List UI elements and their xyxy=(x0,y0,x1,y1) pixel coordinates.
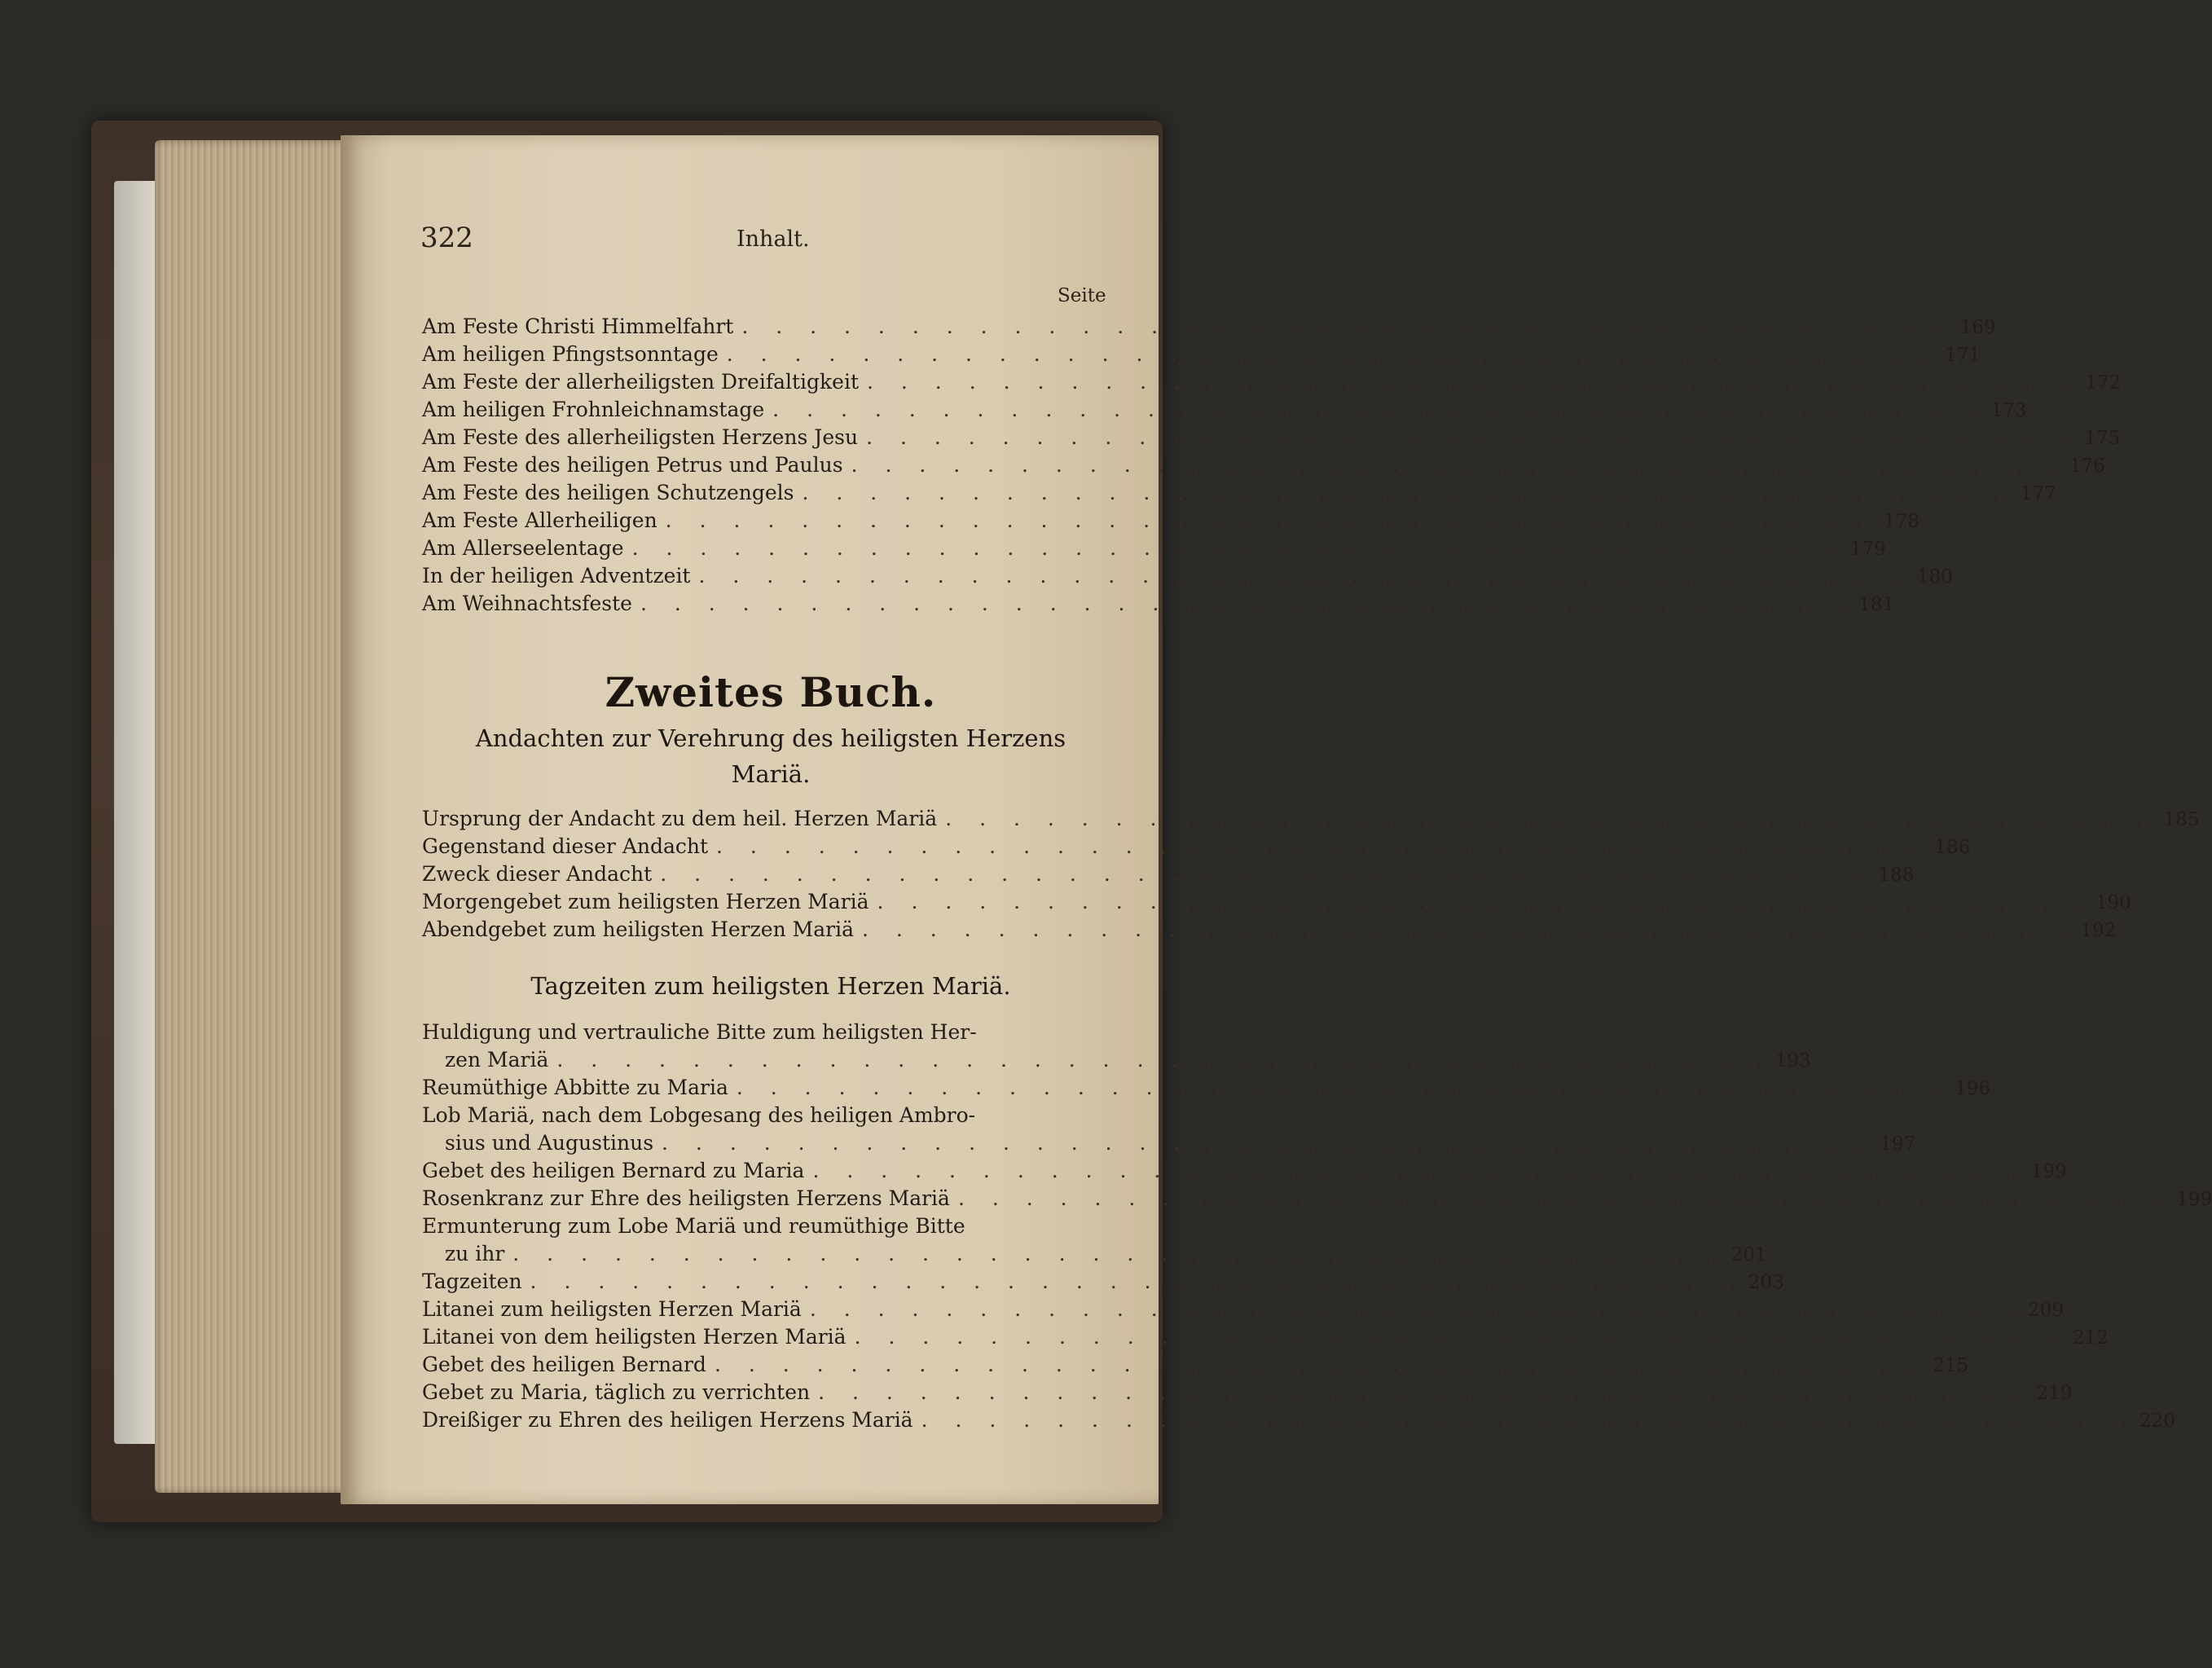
toc-entry xyxy=(422,313,1996,341)
toc-entry-title: Gegenstand dieser Andacht xyxy=(422,834,709,858)
dot-leader: . . . . . . . . . . . . . . . . . . . . . . . . . . . . . . . . . . . . xyxy=(818,1380,2030,1404)
dot-leader: . . . . . . . . . . . . . . . . . . . . . . . . . . . . . . . . . . . . xyxy=(665,508,1877,532)
dot-leader: . . . . . . . . . . . . . . . . . . . . . . . . . . . . . . . . . . . . xyxy=(741,315,1954,338)
toc-entry-title: zu ihr xyxy=(445,1242,505,1265)
section-heading-line: Andachten zur Verehrung des heiligsten Herzens xyxy=(475,724,1066,752)
toc-entry xyxy=(422,368,2122,396)
dot-leader: . . . . . . . . . . . . . . . . . . . . . . . . . . . . . . . . . . . . xyxy=(851,453,2063,477)
toc-entry xyxy=(422,916,2117,944)
dot-leader: . . . . . . . . . . . . . . . . . . . . . . . . . . . . . . . . . . . . xyxy=(809,1297,2022,1321)
toc-entry-title: Morgengebet zum heiligsten Herzen Mariä xyxy=(422,890,869,913)
toc-entry xyxy=(422,451,2105,479)
toc-entry xyxy=(422,1185,2212,1212)
toc-entry-title: zen Mariä xyxy=(445,1048,549,1072)
dot-leader: . . . . . . . . . . . . . . . . . . . . . . . . . . . . . . . . . . . . xyxy=(726,342,1938,366)
toc-entry-page: 180 xyxy=(1916,566,1953,588)
dot-leader: . . . . . . . . . . . . . . . . . . . . . . . . . . . . . . . . . . . . xyxy=(867,370,2079,394)
toc-entry-title: Ermunterung zum Lobe Mariä und reumüthige Bitte xyxy=(422,1214,965,1238)
section-heading-tagzeiten: Tagzeiten zum heiligsten Herzen Mariä. xyxy=(530,972,1011,1000)
dot-leader: . . . . . . . . . . . . . . . . . . . . . . . . . . . . . . . . . . . . xyxy=(716,834,1928,858)
toc-entry-page: 171 xyxy=(1945,345,1981,366)
toc-entry-page: 179 xyxy=(1849,539,1886,560)
toc-entry-page: 193 xyxy=(1774,1050,1811,1072)
toc-entry-page: 201 xyxy=(1730,1244,1767,1265)
page-edges xyxy=(155,140,350,1493)
toc-entry-page: 203 xyxy=(1748,1272,1784,1293)
toc-entry xyxy=(422,860,1915,888)
toc-entry-page: 220 xyxy=(2139,1411,2175,1432)
dot-leader: . . . . . . . . . . . . . . . . . . . . . . . . . . . . . . . . . . . . xyxy=(802,481,2014,504)
toc-entry xyxy=(422,396,2027,424)
toc-entry-page: 192 xyxy=(2080,920,2117,941)
toc-entry-page: 185 xyxy=(2163,809,2200,830)
dot-leader: . . . . . . . . . . . . . . . . . . . . . . . . . . . . . . . . . . . . xyxy=(862,918,2074,941)
toc-entry-continuation xyxy=(422,1046,1811,1074)
toc-section-feste xyxy=(422,313,2122,618)
toc-entry xyxy=(422,1019,1119,1046)
toc-entry-title: In der heiligen Adventzeit xyxy=(422,564,691,588)
toc-entry xyxy=(422,833,1971,860)
toc-entry-page: 219 xyxy=(2036,1383,2073,1404)
toc-entry-continuation xyxy=(422,1129,1916,1157)
seite-label: Seite xyxy=(1058,285,1106,306)
toc-entry-title: Reumüthige Abbitte zu Maria xyxy=(422,1076,728,1099)
toc-section-tagzeiten xyxy=(422,1019,2212,1434)
toc-entry-page: 209 xyxy=(2028,1300,2065,1321)
toc-entry xyxy=(422,888,2131,916)
section-heading-line: Mariä. xyxy=(731,760,811,788)
toc-entry xyxy=(422,562,1953,590)
book-title: Zweites Buch. xyxy=(605,668,937,716)
dot-leader: . . . . . . . . . . . . . . . . . . . . . . . . . . . . . . . . . . . . xyxy=(714,1353,1927,1376)
toc-entry-title: Litanei von dem heiligsten Herzen Mariä xyxy=(422,1325,847,1349)
toc-entry xyxy=(422,1323,2109,1351)
toc-entry xyxy=(422,1379,2073,1406)
toc-entry-title: Lob Mariä, nach dem Lobgesang des heiligen Ambro- xyxy=(422,1103,976,1127)
dot-leader: . . . . . . . . . . . . . . . . . . . . . . . . . . . . . . . . . . . . xyxy=(698,564,1911,588)
toc-entry-title: Gebet des heiligen Bernard xyxy=(422,1353,706,1376)
toc-entry-title: Rosenkranz zur Ehre des heiligsten Herzens Mariä xyxy=(422,1186,950,1210)
toc-entry-title: Abendgebet zum heiligsten Herzen Mariä xyxy=(422,918,854,941)
toc-entry xyxy=(422,507,1920,535)
dot-leader: . . . . . . . . . . . . . . . . . . . . . . . . . . . . . . . . . . . . xyxy=(631,536,1844,560)
toc-entry xyxy=(422,479,2056,507)
dot-leader: . . . . . . . . . . . . . . . . . . . . . . . . . . . . . . . . . . . . xyxy=(662,1131,1874,1155)
toc-entry-page: 188 xyxy=(1878,865,1915,886)
toc-entry xyxy=(422,535,1886,562)
toc-entry-title: Am Feste Christi Himmelfahrt xyxy=(422,315,734,338)
toc-entry xyxy=(422,1102,1119,1129)
toc-entry xyxy=(422,1157,2067,1185)
toc-entry-title: Am Feste Allerheiligen xyxy=(422,508,657,532)
toc-entry-title: sius und Augustinus xyxy=(445,1131,654,1155)
toc-entry xyxy=(422,590,1895,618)
toc-entry-page: 196 xyxy=(1955,1078,1991,1099)
toc-entry-continuation xyxy=(422,1240,1767,1268)
toc-entry-page: 173 xyxy=(1990,400,2027,421)
dot-leader: . . . . . . . . . . . . . . . . . . . . . . . . . . . . . . . . . . . . xyxy=(957,1186,2170,1210)
toc-entry-title: Am Weihnachtsfeste xyxy=(422,592,632,615)
toc-entry xyxy=(422,805,2200,833)
toc-entry-title: Am Feste der allerheiligsten Dreifaltigkeit xyxy=(422,370,860,394)
toc-entry-page: 172 xyxy=(2085,372,2122,394)
toc-entry-page: 215 xyxy=(1933,1355,1969,1376)
toc-entry-page: 199 xyxy=(2030,1161,2067,1182)
page-number: 322 xyxy=(420,222,473,254)
toc-entry-page: 181 xyxy=(1858,594,1895,615)
dot-leader: . . . . . . . . . . . . . . . . . . . . . . . . . . . . . . . . . . . . xyxy=(854,1325,2066,1349)
running-head: Inhalt. xyxy=(737,227,810,252)
dot-leader: . . . . . . . . . . . . . . . . . . . . . . . . . . . . . . . . . . . . xyxy=(736,1076,1949,1099)
dot-leader: . . . . . . . . . . . . . . . . . . . . . . . . . . . . . . . . . . . . xyxy=(530,1270,1742,1293)
toc-entry xyxy=(422,1268,1784,1296)
toc-entry-title: Dreißiger zu Ehren des heiligen Herzens Mariä xyxy=(422,1408,913,1432)
dot-leader: . . . . . . . . . . . . . . . . . . . . . . . . . . . . . . . . . . . . xyxy=(877,890,2089,913)
toc-entry-title: Ursprung der Andacht zu dem heil. Herzen Mariä xyxy=(422,807,938,830)
toc-entry-page: 176 xyxy=(2069,456,2105,477)
toc-entry-page: 169 xyxy=(1959,317,1996,338)
dot-leader: . . . . . . . . . . . . . . . . . . . . . . . . . . . . . . . . . . . . xyxy=(812,1159,2025,1182)
dot-leader: . . . . . . . . . . . . . . . . . . . . . . . . . . . . . . . . . . . . xyxy=(660,862,1872,886)
toc-section-andachten xyxy=(422,805,2200,944)
toc-entry-title: Tagzeiten xyxy=(422,1270,522,1293)
toc-entry-page: 175 xyxy=(2084,428,2121,449)
toc-entry-title: Gebet des heiligen Bernard zu Maria xyxy=(422,1159,805,1182)
toc-entry xyxy=(422,1296,2065,1323)
toc-entry-title: Am heiligen Pfingstsonntage xyxy=(422,342,719,366)
toc-entry-page: 177 xyxy=(2020,483,2056,504)
toc-entry-title: Am Feste des heiligen Schutzengels xyxy=(422,481,794,504)
dot-leader: . . . . . . . . . . . . . . . . . . . . . . . . . . . . . . . . . . . . xyxy=(556,1048,1769,1072)
toc-entry xyxy=(422,341,1981,368)
toc-entry xyxy=(422,1074,1991,1102)
toc-entry xyxy=(422,1351,1969,1379)
toc-entry xyxy=(422,424,2121,451)
toc-entry-title: Am Feste des heiligen Petrus und Paulus xyxy=(422,453,843,477)
section-heading-andachten xyxy=(422,720,1119,792)
page-header xyxy=(420,222,1116,262)
dot-leader: . . . . . . . . . . . . . . . . . . . . . . . . . . . . . . . . . . . . xyxy=(512,1242,1725,1265)
dot-leader: . . . . . . . . . . . . . . . . . . . . . . . . . . . . . . . . . . . . xyxy=(640,592,1853,615)
toc-entry-page: 197 xyxy=(1880,1133,1916,1155)
toc-entry xyxy=(422,1212,1119,1240)
dot-leader: . . . . . . . . . . . . . . . . . . . . . . . . . . . . . . . . . . . . xyxy=(945,807,2157,830)
dot-leader: . . . . . . . . . . . . . . . . . . . . . . . . . . . . . . . . . . . . xyxy=(921,1408,2133,1432)
toc-entry-page: 199 xyxy=(2176,1189,2212,1210)
dot-leader: . . . . . . . . . . . . . . . . . . . . . . . . . . . . . . . . . . . . xyxy=(866,425,2078,449)
toc-entry-page: 190 xyxy=(2095,892,2131,913)
toc-entry-title: Huldigung und vertrauliche Bitte zum heiligsten Her- xyxy=(422,1020,977,1044)
toc-entry-title: Litanei zum heiligsten Herzen Mariä xyxy=(422,1297,802,1321)
toc-entry-title: Am Feste des allerheiligsten Herzens Jesu xyxy=(422,425,859,449)
toc-entry-title: Gebet zu Maria, täglich zu verrichten xyxy=(422,1380,811,1404)
toc-entry-page: 212 xyxy=(2072,1327,2109,1349)
toc-entry-title: Am heiligen Frohnleichnamstage xyxy=(422,398,765,421)
toc-entry-page: 186 xyxy=(1934,837,1971,858)
toc-entry-title: Zweck dieser Andacht xyxy=(422,862,653,886)
toc-entry-page: 178 xyxy=(1884,511,1920,532)
toc-entry-title: Am Allerseelentage xyxy=(422,536,624,560)
toc-entry xyxy=(422,1406,2175,1434)
dot-leader: . . . . . . . . . . . . . . . . . . . . . . . . . . . . . . . . . . . . xyxy=(772,398,1985,421)
